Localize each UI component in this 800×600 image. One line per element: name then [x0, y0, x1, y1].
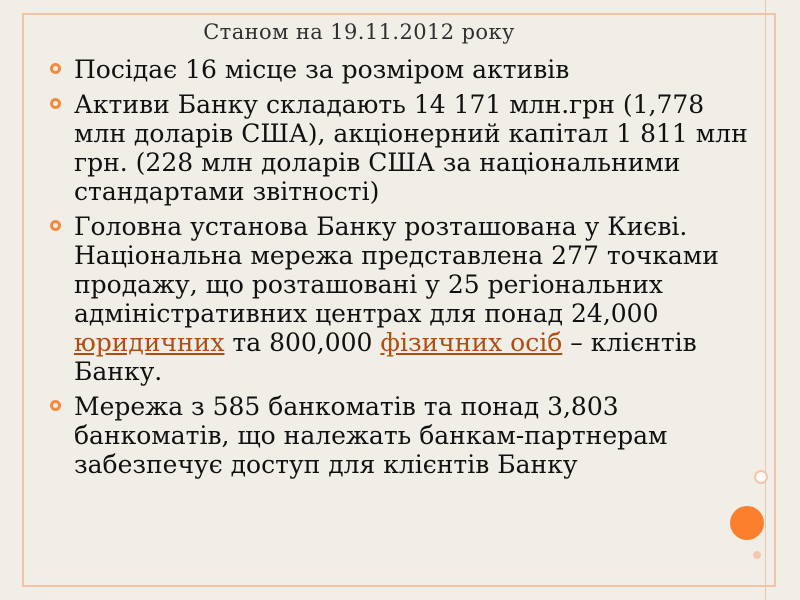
decorative-circle: [730, 506, 764, 540]
bullet-text: та 800,000: [224, 328, 381, 357]
bullet-icon: [50, 220, 61, 231]
bullet-text: Посідає 16 місце за розміром активів: [74, 55, 570, 84]
bullet-text: Мережа з 585 банкоматів та понад 3,803 банкоматів, що належать банкам-партнерам забезпечує доступ для клієнтів Банку: [74, 392, 668, 479]
decorative-circle: [753, 551, 761, 559]
legal-entities-link[interactable]: юридичних: [74, 328, 225, 357]
title-suffix: року: [454, 20, 515, 44]
bullet-text: – клієнтів Банку.: [74, 328, 697, 386]
decorative-line: [765, 0, 766, 600]
title-prefix: Станом на: [203, 20, 331, 44]
bullet-item: [50, 55, 750, 84]
bullet-item: [50, 90, 750, 206]
decorative-circle: [754, 470, 768, 484]
bullet-icon: [50, 98, 61, 109]
slide-title: [0, 20, 718, 44]
bullet-list: [50, 55, 750, 485]
bullet-text: Головна установа Банку розташована у Києві. Національна мережа представлена 277 точками продажу, що розташовані у 25 регіональних адміністративних центрах для понад 24,000: [74, 212, 719, 328]
bullet-icon: [50, 400, 61, 411]
bullet-icon: [50, 63, 61, 74]
title-date: 19.11.2012: [330, 20, 455, 44]
bullet-item: [50, 392, 750, 479]
bullet-item: [50, 212, 750, 386]
individuals-link[interactable]: фізичних осіб: [380, 328, 563, 357]
bullet-text: Активи Банку складають 14 171 млн.грн (1,778 млн доларів США), акціонерний капітал 1 811 млн грн. (228 млн доларів США за національними стандартами звітності): [74, 90, 748, 206]
